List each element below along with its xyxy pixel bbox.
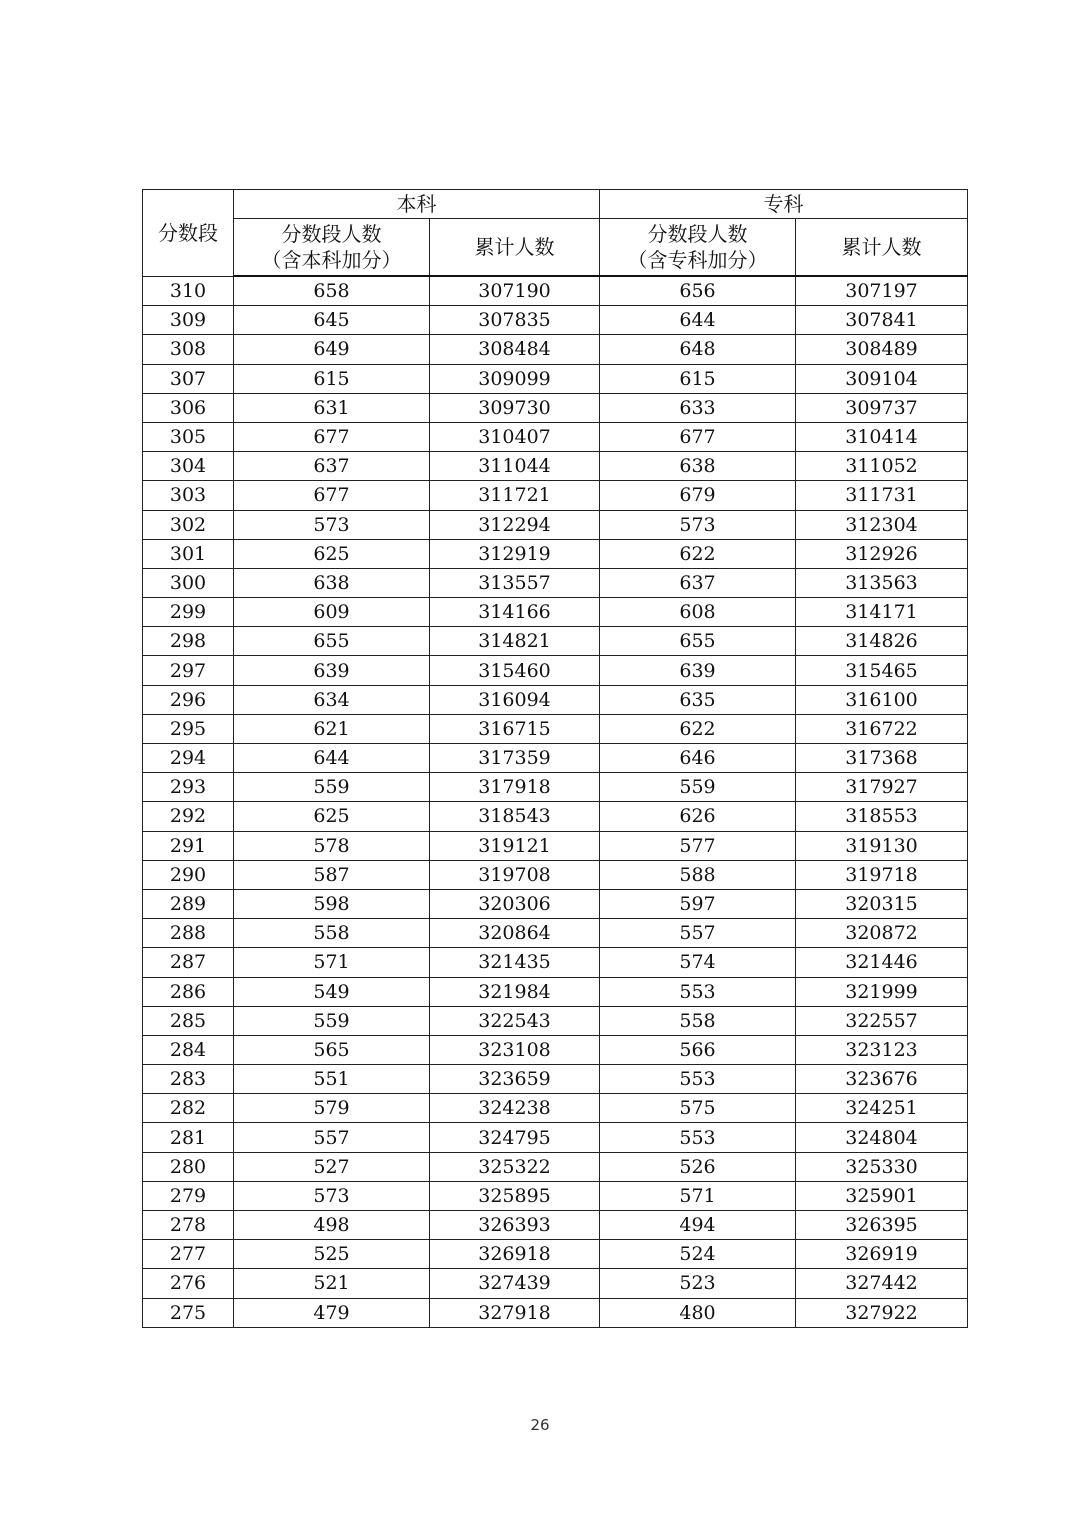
undergrad-band-count-cell: 625 bbox=[234, 539, 430, 568]
score-band-cell: 306 bbox=[143, 393, 234, 422]
table-row bbox=[143, 860, 968, 889]
undergrad-band-count-cell: 571 bbox=[234, 948, 430, 977]
header-undergrad-cumulative: 累计人数 bbox=[430, 219, 600, 277]
score-band-cell: 310 bbox=[143, 276, 234, 306]
undergrad-cumulative-cell: 323659 bbox=[430, 1065, 600, 1094]
score-band-cell: 298 bbox=[143, 627, 234, 656]
college-band-count-cell: 573 bbox=[600, 510, 796, 539]
college-band-count-cell: 646 bbox=[600, 744, 796, 773]
college-band-count-cell: 553 bbox=[600, 977, 796, 1006]
college-band-count-cell: 648 bbox=[600, 335, 796, 364]
college-band-count-cell: 639 bbox=[600, 656, 796, 685]
college-band-count-cell: 494 bbox=[600, 1211, 796, 1240]
undergrad-band-count-cell: 579 bbox=[234, 1094, 430, 1123]
undergrad-band-count-cell: 479 bbox=[234, 1298, 430, 1327]
college-cumulative-cell: 325901 bbox=[796, 1181, 968, 1210]
college-cumulative-cell: 323123 bbox=[796, 1035, 968, 1064]
college-cumulative-cell: 321999 bbox=[796, 977, 968, 1006]
table-row bbox=[143, 1240, 968, 1269]
college-cumulative-cell: 326395 bbox=[796, 1211, 968, 1240]
header-college-band-count bbox=[600, 219, 796, 277]
undergrad-cumulative-cell: 312919 bbox=[430, 539, 600, 568]
score-band-cell: 275 bbox=[143, 1298, 234, 1327]
table-row bbox=[143, 773, 968, 802]
table-row bbox=[143, 977, 968, 1006]
college-band-count-cell: 559 bbox=[600, 773, 796, 802]
score-band-cell: 300 bbox=[143, 568, 234, 597]
undergrad-band-count-cell: 639 bbox=[234, 656, 430, 685]
undergrad-band-count-cell: 527 bbox=[234, 1152, 430, 1181]
table-row bbox=[143, 802, 968, 831]
undergrad-cumulative-cell: 311721 bbox=[430, 481, 600, 510]
college-cumulative-cell: 313563 bbox=[796, 568, 968, 597]
undergrad-cumulative-cell: 315460 bbox=[430, 656, 600, 685]
score-band-cell: 289 bbox=[143, 889, 234, 918]
college-band-count-cell: 633 bbox=[600, 393, 796, 422]
undergrad-band-count-cell: 558 bbox=[234, 919, 430, 948]
college-band-count-cell: 608 bbox=[600, 598, 796, 627]
college-band-count-cell: 635 bbox=[600, 685, 796, 714]
college-band-count-cell: 553 bbox=[600, 1123, 796, 1152]
college-band-count-cell: 574 bbox=[600, 948, 796, 977]
table-row bbox=[143, 685, 968, 714]
table-row bbox=[143, 598, 968, 627]
undergrad-cumulative-cell: 326393 bbox=[430, 1211, 600, 1240]
score-band-cell: 286 bbox=[143, 977, 234, 1006]
undergrad-band-count-cell: 625 bbox=[234, 802, 430, 831]
undergrad-band-count-cell: 498 bbox=[234, 1211, 430, 1240]
college-cumulative-cell: 319130 bbox=[796, 831, 968, 860]
table-row bbox=[143, 306, 968, 335]
college-cumulative-cell: 319718 bbox=[796, 860, 968, 889]
score-band-cell: 292 bbox=[143, 802, 234, 831]
college-cumulative-cell: 312926 bbox=[796, 539, 968, 568]
table-body bbox=[143, 276, 968, 1327]
college-band-count-cell: 622 bbox=[600, 539, 796, 568]
score-band-cell: 294 bbox=[143, 744, 234, 773]
college-band-count-cell: 524 bbox=[600, 1240, 796, 1269]
undergrad-band-count-cell: 573 bbox=[234, 510, 430, 539]
college-band-count-cell: 566 bbox=[600, 1035, 796, 1064]
score-band-cell: 308 bbox=[143, 335, 234, 364]
undergrad-band-count-cell: 525 bbox=[234, 1240, 430, 1269]
score-band-cell: 296 bbox=[143, 685, 234, 714]
college-cumulative-cell: 324251 bbox=[796, 1094, 968, 1123]
score-band-cell: 305 bbox=[143, 422, 234, 451]
undergrad-cumulative-cell: 313557 bbox=[430, 568, 600, 597]
header-undergrad: 本科 bbox=[234, 190, 600, 219]
college-band-count-cell: 677 bbox=[600, 422, 796, 451]
undergrad-cumulative-cell: 312294 bbox=[430, 510, 600, 539]
table-row bbox=[143, 422, 968, 451]
undergrad-cumulative-cell: 324238 bbox=[430, 1094, 600, 1123]
table-row bbox=[143, 568, 968, 597]
college-cumulative-cell: 324804 bbox=[796, 1123, 968, 1152]
score-band-cell: 291 bbox=[143, 831, 234, 860]
table-row bbox=[143, 1065, 968, 1094]
table-row bbox=[143, 889, 968, 918]
table-row bbox=[143, 627, 968, 656]
college-cumulative-cell: 317927 bbox=[796, 773, 968, 802]
undergrad-cumulative-cell: 316715 bbox=[430, 714, 600, 743]
undergrad-band-count-cell: 637 bbox=[234, 452, 430, 481]
table-row bbox=[143, 510, 968, 539]
college-cumulative-cell: 314171 bbox=[796, 598, 968, 627]
college-band-count-cell: 558 bbox=[600, 1006, 796, 1035]
undergrad-cumulative-cell: 321984 bbox=[430, 977, 600, 1006]
score-band-cell: 302 bbox=[143, 510, 234, 539]
college-cumulative-cell: 309104 bbox=[796, 364, 968, 393]
undergrad-band-count-cell: 638 bbox=[234, 568, 430, 597]
score-band-cell: 282 bbox=[143, 1094, 234, 1123]
header-score-band: 分数段 bbox=[143, 190, 234, 277]
college-cumulative-cell: 318553 bbox=[796, 802, 968, 831]
table-row bbox=[143, 1094, 968, 1123]
undergrad-band-count-cell: 578 bbox=[234, 831, 430, 860]
undergrad-band-count-cell: 549 bbox=[234, 977, 430, 1006]
college-cumulative-cell: 308489 bbox=[796, 335, 968, 364]
college-cumulative-cell: 307841 bbox=[796, 306, 968, 335]
college-band-count-cell: 626 bbox=[600, 802, 796, 831]
score-band-cell: 285 bbox=[143, 1006, 234, 1035]
college-band-count-cell: 655 bbox=[600, 627, 796, 656]
undergrad-cumulative-cell: 311044 bbox=[430, 452, 600, 481]
undergrad-cumulative-cell: 318543 bbox=[430, 802, 600, 831]
undergrad-cumulative-cell: 324795 bbox=[430, 1123, 600, 1152]
table-row bbox=[143, 948, 968, 977]
college-band-count-cell: 638 bbox=[600, 452, 796, 481]
college-band-count-cell: 615 bbox=[600, 364, 796, 393]
undergrad-band-count-cell: 658 bbox=[234, 276, 430, 306]
college-band-count-cell: 575 bbox=[600, 1094, 796, 1123]
score-band-cell: 290 bbox=[143, 860, 234, 889]
undergrad-band-count-cell: 565 bbox=[234, 1035, 430, 1064]
score-band-cell: 297 bbox=[143, 656, 234, 685]
undergrad-band-count-cell: 677 bbox=[234, 422, 430, 451]
undergrad-cumulative-cell: 310407 bbox=[430, 422, 600, 451]
score-band-cell: 278 bbox=[143, 1211, 234, 1240]
undergrad-band-count-cell: 634 bbox=[234, 685, 430, 714]
table-row bbox=[143, 919, 968, 948]
undergrad-cumulative-cell: 320864 bbox=[430, 919, 600, 948]
undergrad-cumulative-cell: 317359 bbox=[430, 744, 600, 773]
college-cumulative-cell: 316100 bbox=[796, 685, 968, 714]
undergrad-band-count-cell: 615 bbox=[234, 364, 430, 393]
score-band-cell: 280 bbox=[143, 1152, 234, 1181]
header-college-band-count-line1: 分数段人数 bbox=[647, 222, 748, 246]
undergrad-band-count-cell: 573 bbox=[234, 1181, 430, 1210]
score-band-cell: 304 bbox=[143, 452, 234, 481]
table-row bbox=[143, 1123, 968, 1152]
college-band-count-cell: 637 bbox=[600, 568, 796, 597]
undergrad-band-count-cell: 655 bbox=[234, 627, 430, 656]
table-row bbox=[143, 744, 968, 773]
table-row bbox=[143, 656, 968, 685]
college-band-count-cell: 557 bbox=[600, 919, 796, 948]
table-row bbox=[143, 714, 968, 743]
college-cumulative-cell: 309737 bbox=[796, 393, 968, 422]
header-college-cumulative: 累计人数 bbox=[796, 219, 968, 277]
undergrad-cumulative-cell: 322543 bbox=[430, 1006, 600, 1035]
score-band-cell: 293 bbox=[143, 773, 234, 802]
undergrad-band-count-cell: 557 bbox=[234, 1123, 430, 1152]
table-row bbox=[143, 831, 968, 860]
undergrad-cumulative-cell: 319121 bbox=[430, 831, 600, 860]
college-cumulative-cell: 311052 bbox=[796, 452, 968, 481]
undergrad-cumulative-cell: 323108 bbox=[430, 1035, 600, 1064]
score-band-cell: 287 bbox=[143, 948, 234, 977]
table-row bbox=[143, 364, 968, 393]
undergrad-cumulative-cell: 319708 bbox=[430, 860, 600, 889]
undergrad-cumulative-cell: 320306 bbox=[430, 889, 600, 918]
table-row bbox=[143, 481, 968, 510]
score-band-cell: 299 bbox=[143, 598, 234, 627]
undergrad-band-count-cell: 649 bbox=[234, 335, 430, 364]
undergrad-cumulative-cell: 309099 bbox=[430, 364, 600, 393]
college-band-count-cell: 553 bbox=[600, 1065, 796, 1094]
college-cumulative-cell: 327922 bbox=[796, 1298, 968, 1327]
college-cumulative-cell: 311731 bbox=[796, 481, 968, 510]
undergrad-band-count-cell: 677 bbox=[234, 481, 430, 510]
undergrad-cumulative-cell: 326918 bbox=[430, 1240, 600, 1269]
score-band-cell: 309 bbox=[143, 306, 234, 335]
college-band-count-cell: 597 bbox=[600, 889, 796, 918]
college-band-count-cell: 622 bbox=[600, 714, 796, 743]
college-cumulative-cell: 307197 bbox=[796, 276, 968, 306]
college-cumulative-cell: 320315 bbox=[796, 889, 968, 918]
college-cumulative-cell: 322557 bbox=[796, 1006, 968, 1035]
undergrad-cumulative-cell: 307835 bbox=[430, 306, 600, 335]
college-cumulative-cell: 323676 bbox=[796, 1065, 968, 1094]
college-cumulative-cell: 326919 bbox=[796, 1240, 968, 1269]
score-band-cell: 295 bbox=[143, 714, 234, 743]
undergrad-cumulative-cell: 314166 bbox=[430, 598, 600, 627]
score-band-cell: 283 bbox=[143, 1065, 234, 1094]
score-distribution-table bbox=[142, 189, 968, 1328]
table-row bbox=[143, 276, 968, 306]
undergrad-band-count-cell: 521 bbox=[234, 1269, 430, 1298]
undergrad-cumulative-cell: 314821 bbox=[430, 627, 600, 656]
college-cumulative-cell: 315465 bbox=[796, 656, 968, 685]
undergrad-cumulative-cell: 327918 bbox=[430, 1298, 600, 1327]
undergrad-band-count-cell: 559 bbox=[234, 1006, 430, 1035]
college-band-count-cell: 571 bbox=[600, 1181, 796, 1210]
header-college: 专科 bbox=[600, 190, 968, 219]
page-number: 26 bbox=[530, 1416, 550, 1434]
college-band-count-cell: 644 bbox=[600, 306, 796, 335]
score-band-cell: 281 bbox=[143, 1123, 234, 1152]
table-row bbox=[143, 1006, 968, 1035]
score-band-cell: 277 bbox=[143, 1240, 234, 1269]
college-cumulative-cell: 310414 bbox=[796, 422, 968, 451]
college-cumulative-cell: 321446 bbox=[796, 948, 968, 977]
college-band-count-cell: 480 bbox=[600, 1298, 796, 1327]
table-row bbox=[143, 1298, 968, 1327]
table-row bbox=[143, 335, 968, 364]
table-row bbox=[143, 1181, 968, 1210]
college-cumulative-cell: 320872 bbox=[796, 919, 968, 948]
header-college-band-count-line2: （含专科加分） bbox=[627, 248, 768, 272]
college-cumulative-cell: 312304 bbox=[796, 510, 968, 539]
table-row bbox=[143, 539, 968, 568]
undergrad-cumulative-cell: 309730 bbox=[430, 393, 600, 422]
undergrad-band-count-cell: 587 bbox=[234, 860, 430, 889]
undergrad-band-count-cell: 631 bbox=[234, 393, 430, 422]
undergrad-band-count-cell: 598 bbox=[234, 889, 430, 918]
header-undergrad-band-count-line1: 分数段人数 bbox=[281, 222, 382, 246]
undergrad-band-count-cell: 644 bbox=[234, 744, 430, 773]
undergrad-band-count-cell: 645 bbox=[234, 306, 430, 335]
college-cumulative-cell: 317368 bbox=[796, 744, 968, 773]
undergrad-cumulative-cell: 317918 bbox=[430, 773, 600, 802]
college-cumulative-cell: 325330 bbox=[796, 1152, 968, 1181]
score-band-cell: 279 bbox=[143, 1181, 234, 1210]
college-cumulative-cell: 314826 bbox=[796, 627, 968, 656]
undergrad-cumulative-cell: 325895 bbox=[430, 1181, 600, 1210]
undergrad-cumulative-cell: 308484 bbox=[430, 335, 600, 364]
undergrad-band-count-cell: 559 bbox=[234, 773, 430, 802]
table-row bbox=[143, 1035, 968, 1064]
college-cumulative-cell: 327442 bbox=[796, 1269, 968, 1298]
table-row bbox=[143, 1269, 968, 1298]
table-row bbox=[143, 452, 968, 481]
score-band-cell: 284 bbox=[143, 1035, 234, 1064]
table-row bbox=[143, 393, 968, 422]
score-band-cell: 303 bbox=[143, 481, 234, 510]
undergrad-cumulative-cell: 307190 bbox=[430, 276, 600, 306]
undergrad-cumulative-cell: 327439 bbox=[430, 1269, 600, 1298]
header-undergrad-band-count bbox=[234, 219, 430, 277]
header-undergrad-band-count-line2: （含本科加分） bbox=[261, 248, 402, 272]
undergrad-band-count-cell: 621 bbox=[234, 714, 430, 743]
college-band-count-cell: 656 bbox=[600, 276, 796, 306]
score-band-cell: 301 bbox=[143, 539, 234, 568]
table-row bbox=[143, 1152, 968, 1181]
undergrad-band-count-cell: 551 bbox=[234, 1065, 430, 1094]
score-band-cell: 307 bbox=[143, 364, 234, 393]
college-band-count-cell: 588 bbox=[600, 860, 796, 889]
undergrad-band-count-cell: 609 bbox=[234, 598, 430, 627]
college-cumulative-cell: 316722 bbox=[796, 714, 968, 743]
undergrad-cumulative-cell: 321435 bbox=[430, 948, 600, 977]
undergrad-cumulative-cell: 325322 bbox=[430, 1152, 600, 1181]
college-band-count-cell: 523 bbox=[600, 1269, 796, 1298]
score-band-cell: 288 bbox=[143, 919, 234, 948]
college-band-count-cell: 679 bbox=[600, 481, 796, 510]
score-band-cell: 276 bbox=[143, 1269, 234, 1298]
undergrad-cumulative-cell: 316094 bbox=[430, 685, 600, 714]
college-band-count-cell: 526 bbox=[600, 1152, 796, 1181]
table-row bbox=[143, 1211, 968, 1240]
college-band-count-cell: 577 bbox=[600, 831, 796, 860]
